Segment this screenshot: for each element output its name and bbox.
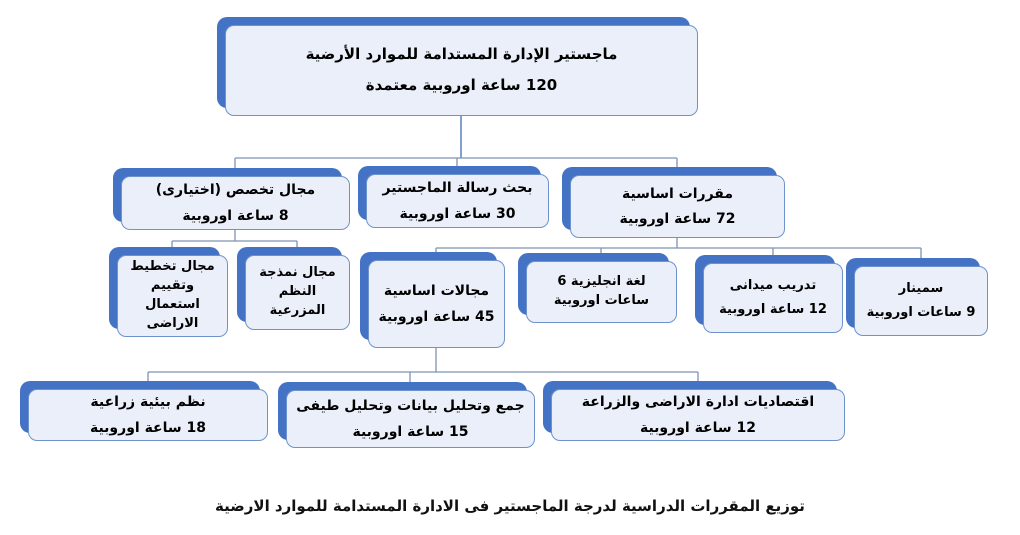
node-title: اقتصاديات ادارة الاراضى والزراعة	[581, 394, 815, 411]
node-box	[368, 260, 505, 348]
node-title: مقررات اساسية	[621, 185, 734, 202]
node-hours: 120 ساعة اوروبية معتمدة	[365, 76, 558, 94]
node-thesis-research	[366, 174, 549, 228]
figure-caption: توزيع المقررات الدراسية لدرجة الماجستير فى الادارة المستدامة للموارد الارضية	[215, 497, 805, 515]
node-box	[28, 389, 268, 441]
node-hours: 15 ساعة اوروبية	[352, 423, 469, 440]
node-box	[225, 25, 698, 116]
node-seminar	[854, 266, 988, 336]
node-title: جمع وتحليل بيانات وتحليل طيفى	[296, 398, 525, 415]
node-box	[526, 261, 677, 323]
node-hours: 72 ساعة اوروبية	[619, 211, 736, 227]
node-title: مجال تخطيط وتقييم استعمال الاراضى	[130, 259, 215, 331]
node-title: نظم بيئية زراعية	[90, 394, 206, 411]
node-title: لغة انجليزية 6 ساعات اوروبية	[553, 274, 650, 308]
node-title: بحث رسالة الماجستير	[382, 180, 533, 197]
node-hours: 8 ساعة اوروبية	[182, 207, 289, 224]
node-title: مجال تخصص (اختيارى)	[155, 182, 316, 199]
node-hours: 12 ساعة اوروبية	[639, 419, 757, 436]
node-box	[570, 175, 785, 238]
node-field-training	[703, 263, 843, 333]
node-land-agri-economics	[551, 389, 845, 441]
node-farm-systems-modeling	[245, 255, 350, 330]
node-english-language	[526, 261, 677, 323]
node-hours: 9 ساعات اوروبية	[866, 304, 976, 320]
node-box	[286, 390, 535, 448]
node-title: ماجستير الإدارة المستدامة للموارد الأرضية	[305, 45, 618, 64]
node-hours: 18 ساعة اوروبية	[89, 419, 207, 436]
node-title: مجالات اساسية	[383, 283, 490, 300]
node-core-courses	[570, 175, 785, 238]
node-hours: 45 ساعة اوروبية	[378, 308, 495, 325]
node-title: تدريب ميدانى	[729, 277, 817, 293]
node-hours: 30 ساعة اوروبية	[399, 205, 516, 222]
node-box	[551, 389, 845, 441]
node-specialization-elective	[121, 176, 350, 230]
node-box	[245, 255, 350, 330]
node-title: سمينار	[898, 280, 944, 296]
node-box	[121, 176, 350, 230]
node-box	[366, 174, 549, 228]
node-title: مجال نمذجة النظم المزرعية	[259, 265, 336, 318]
node-box	[703, 263, 843, 333]
node-land-use-planning	[117, 255, 228, 337]
node-box	[117, 255, 228, 337]
node-data-spectral-analysis	[286, 390, 535, 448]
node-hours: 12 ساعة اوروبية	[719, 301, 827, 317]
node-masters-degree	[225, 25, 698, 116]
node-core-fields	[368, 260, 505, 348]
node-agro-ecosystems	[28, 389, 268, 441]
node-box	[854, 266, 988, 336]
